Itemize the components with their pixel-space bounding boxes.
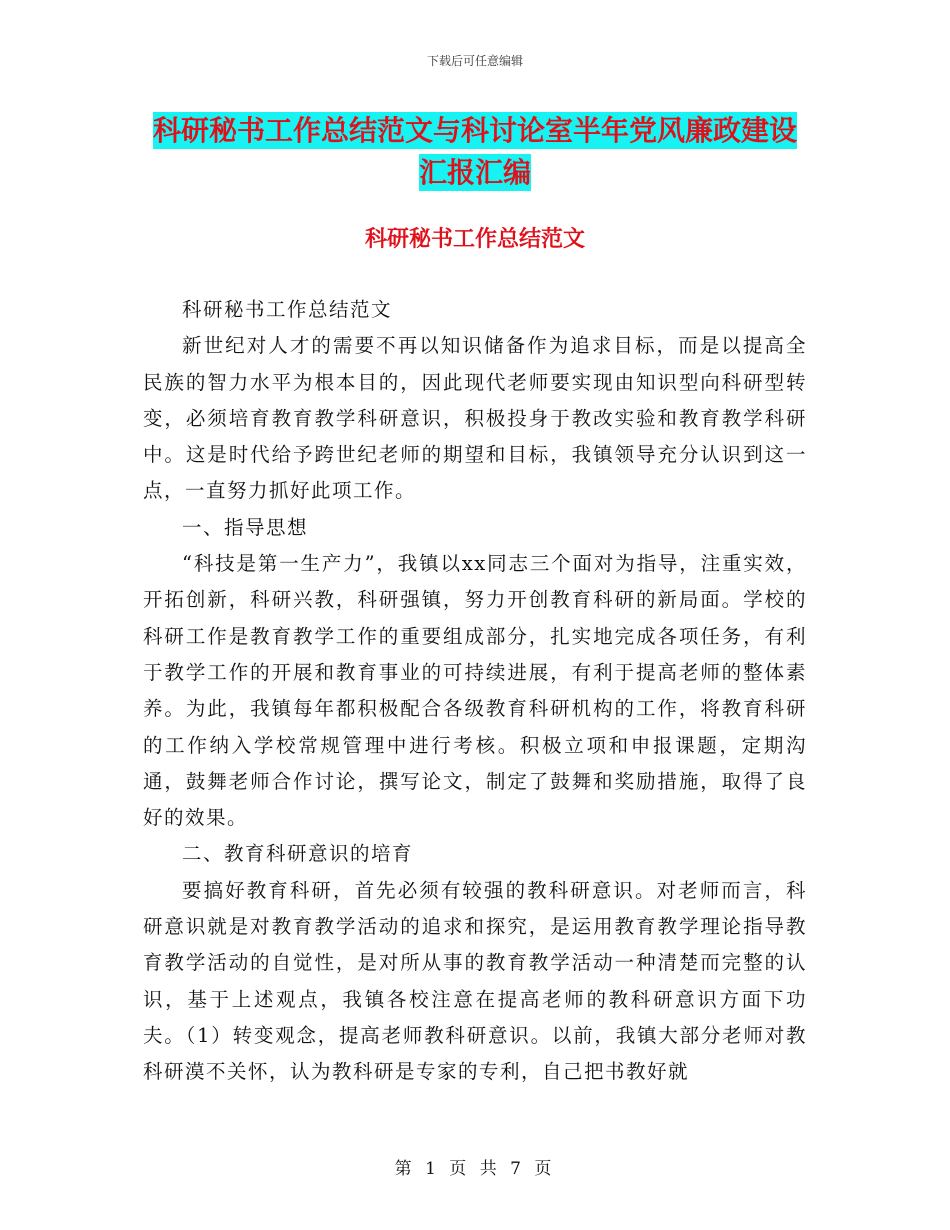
page-number: 第 1 页 共 7 页: [394, 1159, 556, 1179]
document-title-line-2: 汇报汇编: [418, 156, 531, 189]
section-title: 科研秘书工作总结范文: [364, 227, 585, 252]
paragraph-intro: 新世纪对人才的需要不再以知识储备作为追求目标，而是以提高全民族的智力水平为根本目的，因此现代老师要实现由知识型向科研型转变，必须培育教育教学科研意识，积极投身于教改实验和教育教学科研中。这是时代给予跨世纪老师的期望和目标，我镇领导充分认识到这一点，一直努力抓好此项工作。: [143, 334, 807, 503]
page-header-note: 下载后可任意编辑: [426, 54, 523, 68]
paragraph-subtitle: 科研秘书工作总结范文: [182, 298, 393, 321]
heading-research-awareness: 二、教育科研意识的培育: [182, 842, 414, 866]
paragraph-guiding-ideology: “科技是第一生产力”，我镇以xx同志三个面对为指导，注重实效，开拓创新，科研兴教，科研强镇，努力开创教育科研的新局面。学校的科研工作是教育教学工作的重要组成部分，扎实地完成各项任务，有利于教学工作的开展和教育事业的可持续进展，有利于提高老师的整体素养。为此，我镇每年都积极配合各级教育科研机构的工作，将教育科研的工作纳入学校常规管理中进行考核。积极立项和申报课题，定期沟通，鼓舞老师合作讨论，撰写论文，制定了鼓舞和奖励措施，取得了良好的效果。: [143, 552, 807, 830]
document-title: [0, 110, 950, 194]
paragraph-research-awareness: 要搞好教育科研，首先必须有较强的教科研意识。对老师而言，科研意识就是对教育教学活动的追求和探究，是运用教育教学理论指导教育教学活动的自觉性，是对所从事的教育教学活动一种清楚而完整的认识，基于上述观点，我镇各校注意在提高老师的教科研意识方面下功夫。（1）转变观念，提高老师教科研意识。以前，我镇大部分老师对教科研漠不关怀，认为教科研是专家的专利，自己把书教好就: [143, 878, 807, 1084]
document-title-line-1: 科研秘书工作总结范文与科讨论室半年党风廉政建设: [152, 114, 797, 147]
heading-guiding-ideology: 一、指导思想: [182, 515, 309, 539]
document-body: [143, 292, 807, 1091]
